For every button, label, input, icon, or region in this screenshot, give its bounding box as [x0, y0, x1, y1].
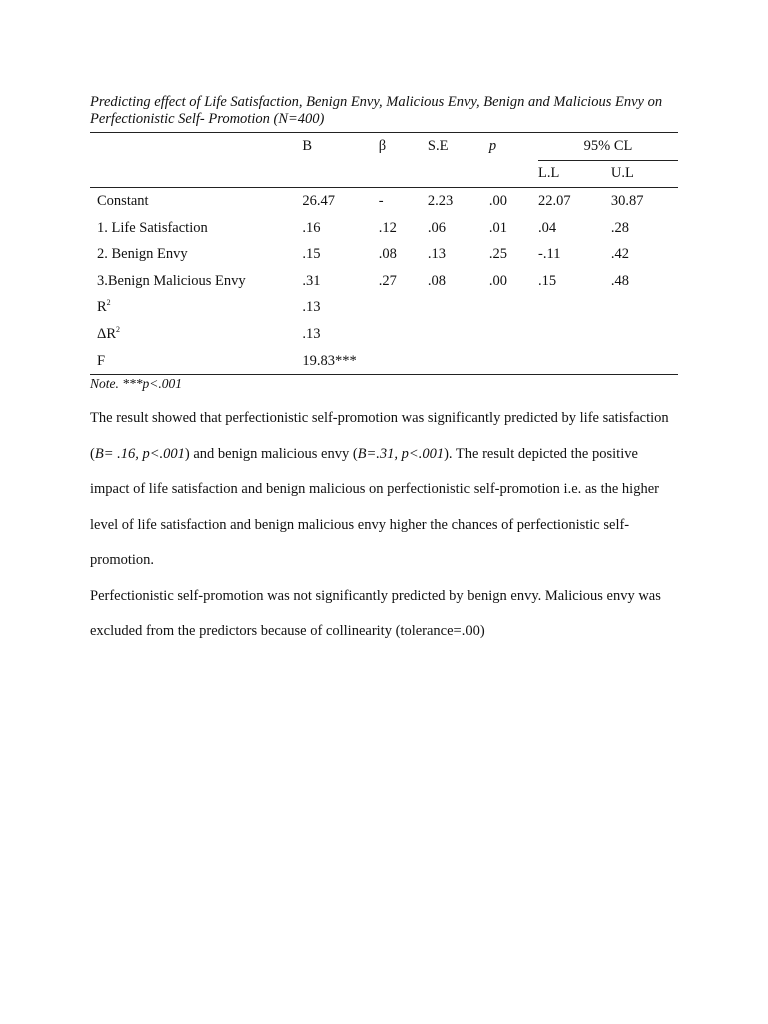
- table-header-row: [90, 133, 678, 161]
- cell-b: .13: [302, 325, 321, 342]
- cell-b: .13: [302, 299, 321, 316]
- cell-beta: -: [378, 192, 384, 209]
- table-row-benign-malicious-envy: [90, 268, 678, 295]
- table-row-f: [90, 348, 678, 375]
- table-note: Note. ***p<.001: [90, 376, 182, 392]
- row-label: $\Delta R^2$: [97, 325, 120, 342]
- cell-beta: .12: [378, 219, 397, 236]
- table-subheader-row: [90, 160, 678, 188]
- header-ll: L.L: [538, 160, 611, 188]
- cell-b: 26.47: [302, 192, 336, 209]
- header-95-cl: 95% CL: [538, 133, 678, 161]
- cell-ll: 22.07: [538, 192, 571, 209]
- cell-b: .15: [302, 246, 321, 263]
- header-se: S.E: [428, 133, 489, 161]
- row-label: $R^2$: [97, 298, 111, 316]
- cell-ul: 30.87: [610, 192, 644, 209]
- cell-se: .13: [427, 246, 447, 263]
- cell-b: .16: [302, 219, 321, 236]
- cell-p: .00: [488, 192, 508, 209]
- cell-b: 19.83***: [302, 348, 378, 375]
- cell-ll: .04: [538, 219, 557, 236]
- cell-p: .00: [488, 272, 508, 289]
- table-row-constant: [90, 188, 678, 215]
- table-row-benign-envy: [90, 241, 678, 268]
- cell-p: .01: [488, 219, 508, 236]
- cell-ul: .42: [610, 246, 630, 263]
- row-label: 2. Benign Envy: [97, 246, 188, 263]
- cell-beta: .08: [378, 246, 397, 263]
- header-beta: β: [379, 133, 428, 161]
- paragraph-exclusion: Perfectionistic self-promotion was not significantly predicted by benign envy. Malicious envy was excluded from the predictors because of collinearity (tolerance=.00): [90, 587, 661, 640]
- paragraph-results: The result showed that perfectionistic self-promotion was significantly predicted by life satisfaction (B= .16, p<.001) and benign malicious envy (B=.31, p<.001). The result depicted the positive impact of life satisfaction and benign malicious on perfectionistic self-promotion i.e. as the higher level of life satisfaction and benign malicious envy higher the chances of perfectionistic self-promotion.: [90, 410, 669, 569]
- header-empty: [90, 133, 302, 161]
- cell-beta: .27: [378, 272, 397, 289]
- cell-se: .06: [427, 219, 447, 236]
- header-ul: U.L: [611, 160, 678, 188]
- cell-se: .08: [427, 272, 447, 289]
- row-label: F: [90, 348, 302, 375]
- cell-ll: -.11: [538, 246, 561, 263]
- cell-p: .25: [488, 246, 508, 263]
- table-caption: Predicting effect of Life Satisfaction, Benign Envy, Malicious Envy, Benign and Malicious Envy on Perfectionistic Self- Promotion (N=400): [90, 94, 663, 127]
- table-row-life-satisfaction: [90, 215, 678, 242]
- cell-ll: .15: [538, 272, 557, 289]
- table-row-r2: [90, 295, 678, 322]
- cell-se: 2.23: [427, 192, 454, 209]
- document-page: [90, 94, 678, 650]
- row-label: Constant: [97, 192, 149, 209]
- header-p: p: [489, 133, 538, 161]
- row-label: 3.Benign Malicious Envy: [97, 272, 246, 289]
- row-label: 1. Life Satisfaction: [97, 219, 208, 236]
- cell-ul: .48: [610, 272, 630, 289]
- table-row-delta-r2: [90, 321, 678, 348]
- header-b: B: [302, 133, 378, 161]
- cell-ul: .28: [610, 219, 630, 236]
- cell-b: .31: [302, 272, 321, 289]
- regression-table: [90, 132, 678, 375]
